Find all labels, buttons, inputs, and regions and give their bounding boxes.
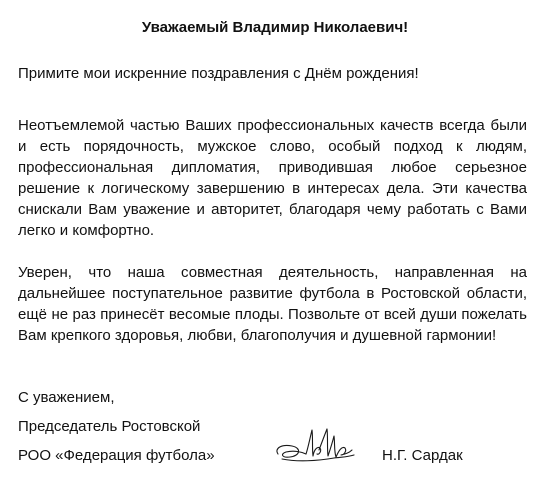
letter-greeting: Уважаемый Владимир Николаевич! bbox=[141, 19, 409, 36]
handwritten-signature bbox=[272, 424, 356, 472]
signer-position-line2: РОО «Федерация футбола» bbox=[18, 447, 215, 464]
letter-closing: С уважением, bbox=[18, 389, 115, 406]
signer-position-line1: Председатель Ростовской bbox=[18, 418, 201, 435]
letter-paragraph-congratulations: Примите мои искренние поздравления с Днём рождения! bbox=[18, 65, 419, 82]
letter-paragraph-wishes: Уверен, что наша совместная деятельность, направленная на дальнейшее поступательное развитие футбола в Ростовской области, ещё не раз принесёт весомые плоды. Позвольте от всей души пожелать Вам крепкого здоровья, любви, благополучия и душевной гармонии! bbox=[18, 264, 527, 344]
signer-name: Н.Г. Сардак bbox=[382, 447, 463, 464]
letter-paragraph-qualities: Неотъемлемой частью Ваших профессиональных качеств всегда были и есть порядочность, мужское слово, особый подход к людям, профессиональная дипломатия, приводившая любое серьезное решение к логическому завершению в интересах дела. Эти качества снискали Вам уважение и авторитет, благодаря чему работать с Вами легко и комфортно. bbox=[18, 117, 527, 239]
